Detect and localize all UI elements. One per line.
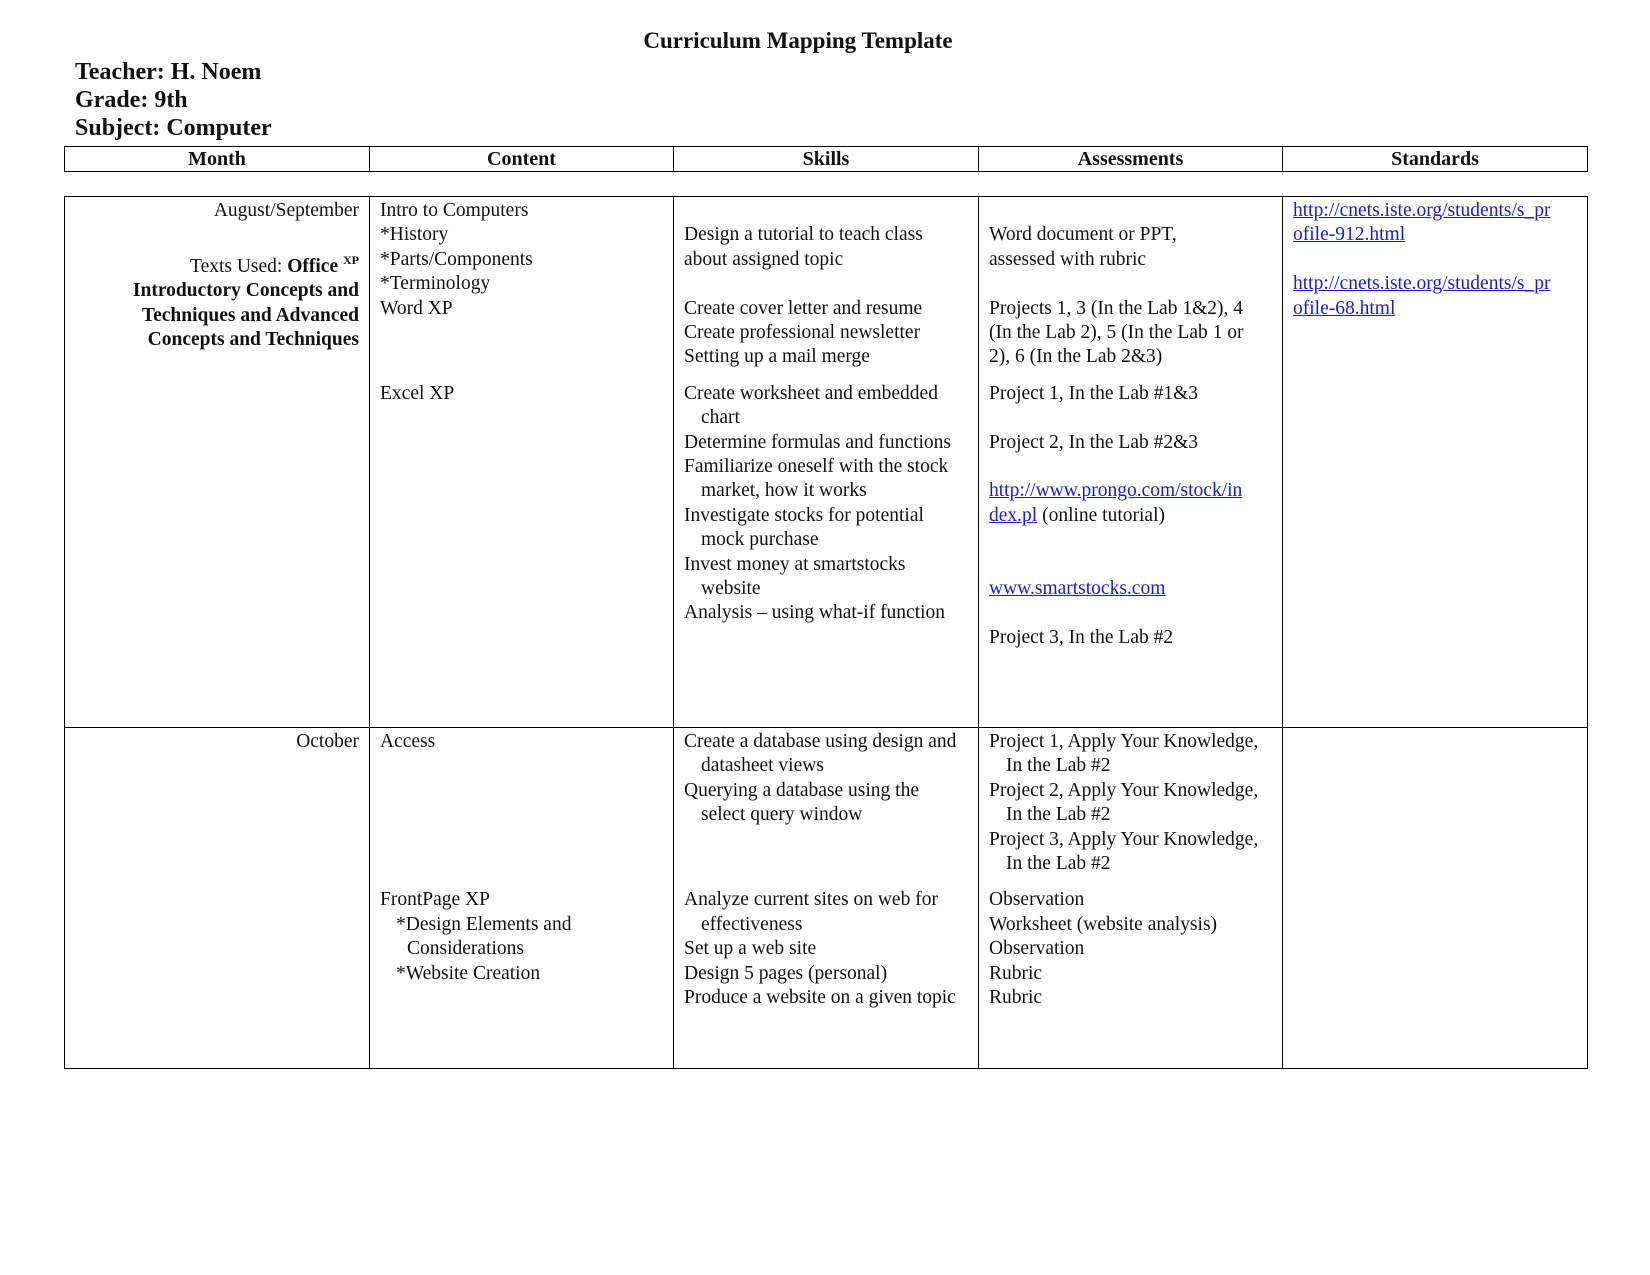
standards-link[interactable]: http://cnets.iste.org/students/s_pr (1293, 273, 1551, 295)
content-item: FrontPage XP (380, 889, 490, 911)
texts-used-sup: XP (343, 252, 359, 267)
texts-used-title: Office (287, 255, 339, 277)
month-cell (65, 728, 370, 1069)
assessment-item: Rubric (989, 987, 1043, 1009)
document-meta (75, 58, 272, 142)
curriculum-table (64, 196, 1588, 1069)
assessment-item: Project 1, In the Lab #1&3 (989, 382, 1199, 404)
assessment-item: Projects 1, 3 (In the Lab 1&2), 4 (989, 297, 1243, 319)
skill-item: Invest money at smartstocks website (684, 553, 906, 600)
content-item: Considerations (407, 938, 524, 960)
assessment-item: Project 2, Apply Your Knowledge, In the Lab #2 (989, 779, 1259, 826)
content-item: Access (380, 731, 436, 752)
prongo-link[interactable]: dex.pl (989, 504, 1038, 526)
skill-item: about assigned topic (684, 248, 844, 270)
content-cell (370, 197, 674, 728)
month-label: August/September (213, 200, 359, 221)
assessment-item: Worksheet (website analysis) (989, 913, 1218, 935)
skill-item: Produce a website on a given topic (684, 987, 956, 1009)
skill-item: Create professional newsletter (684, 322, 921, 343)
content-item: *Terminology (380, 273, 491, 295)
texts-used (75, 248, 359, 279)
standards-link[interactable]: ofile-68.html (1293, 297, 1396, 319)
standards-cell (1283, 197, 1588, 728)
skills-cell (674, 728, 979, 1069)
assessment-item: Project 3, In the Lab #2 (989, 626, 1174, 648)
assessment-item: Observation (989, 889, 1085, 911)
content-item: *Design Elements and (396, 913, 572, 935)
content-item: Excel XP (380, 382, 455, 404)
skill-item: Determine formulas and functions (684, 431, 951, 453)
prongo-link-line (989, 479, 1272, 503)
assessment-item: Project 1, Apply Your Knowledge, In the Lab #2 (989, 731, 1259, 777)
skill-item: Set up a web site (684, 938, 817, 960)
column-header-content: Content (370, 147, 674, 172)
texts-used-title-line: Introductory Concepts and (132, 280, 359, 302)
skill-item: Analysis – using what-if function (684, 602, 946, 624)
column-header-skills: Skills (674, 147, 979, 172)
skill-item: Create cover letter and resume (684, 297, 923, 319)
prongo-note: (online tutorial) (1037, 504, 1166, 526)
assessment-item: Project 3, Apply Your Knowledge, In the Lab #2 (989, 828, 1259, 875)
grade-label: Grade: 9th (75, 87, 188, 113)
content-item: *Parts/Components (380, 248, 533, 270)
column-header-standards: Standards (1283, 147, 1588, 172)
skill-item: Create a database using design and datasheet views (684, 731, 957, 777)
prongo-link-line (989, 504, 1272, 528)
smartstocks-link[interactable]: www.smartstocks.com (989, 578, 1166, 599)
content-item: Word XP (380, 297, 453, 319)
skill-item: Familiarize oneself with the stock market, how it works (684, 456, 949, 502)
standards-cell (1283, 728, 1588, 1069)
assessments-cell (979, 728, 1283, 1069)
texts-used-title-line: Techniques and Advanced (141, 304, 359, 326)
column-header-month: Month (65, 147, 370, 172)
subject-label: Subject: Computer (75, 115, 272, 141)
skill-item: Querying a database using the select query window (684, 779, 920, 826)
skill-item: Design 5 pages (personal) (684, 962, 888, 984)
standards-link[interactable]: ofile-912.html (1293, 224, 1406, 246)
teacher-label: Teacher: H. Noem (75, 59, 262, 85)
content-item: Intro to Computers (380, 200, 529, 221)
assessment-item: Word document or PPT, (989, 224, 1177, 246)
prongo-link[interactable]: http://www.prongo.com/stock/in (989, 480, 1243, 502)
skill-item: Design a tutorial to teach class (684, 224, 923, 246)
column-header-table (64, 146, 1588, 172)
document-title: Curriculum Mapping Template (643, 28, 953, 53)
assessment-item: 2), 6 (In the Lab 2&3) (989, 346, 1163, 368)
assessments-cell (979, 197, 1283, 728)
assessment-item: Rubric (989, 962, 1043, 984)
skill-item: Setting up a mail merge (684, 346, 870, 368)
assessment-item: assessed with rubric (989, 248, 1147, 270)
skills-cell (674, 197, 979, 728)
assessment-item: Project 2, In the Lab #2&3 (989, 431, 1199, 453)
skill-item: Analyze current sites on web for effectiveness (684, 889, 938, 935)
texts-used-label: Texts Used: (190, 255, 288, 277)
texts-used-title-line: Concepts and Techniques (147, 329, 359, 351)
content-item: *Website Creation (396, 962, 541, 984)
standards-link[interactable]: http://cnets.iste.org/students/s_pr (1293, 200, 1551, 221)
table-row (65, 728, 1588, 1069)
table-row (65, 197, 1588, 728)
content-cell (370, 728, 674, 1069)
month-label: October (296, 731, 359, 752)
assessment-item: Observation (989, 938, 1085, 960)
skill-item: Create worksheet and embedded chart (684, 382, 938, 429)
assessment-item: (In the Lab 2), 5 (In the Lab 1 or (989, 322, 1244, 343)
month-cell (65, 197, 370, 728)
column-header-assessments: Assessments (979, 147, 1283, 172)
skill-item: Investigate stocks for potential mock purchase (684, 504, 924, 551)
content-item: *History (380, 224, 449, 246)
